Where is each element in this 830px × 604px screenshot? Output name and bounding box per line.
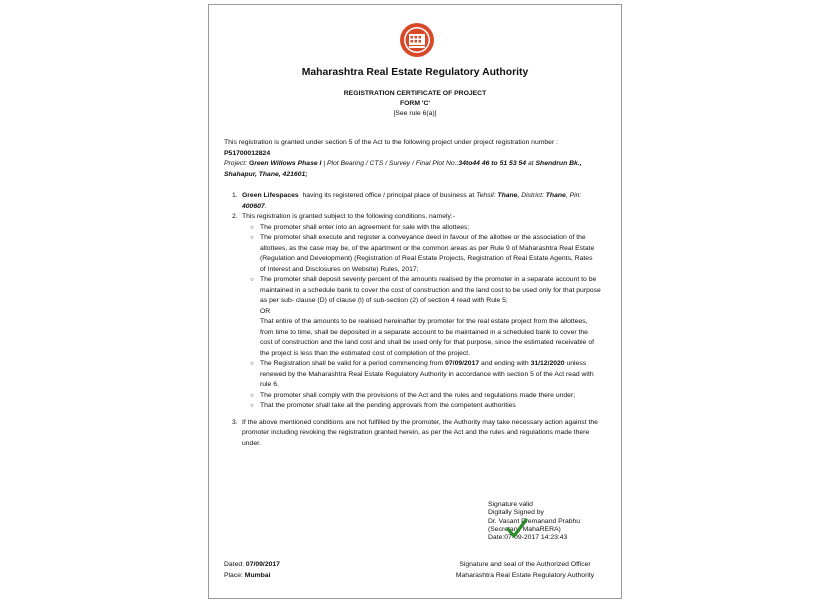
condition-1: [242, 223, 619, 234]
condition-text: the project is less than the estimated cost of completion of the project.: [260, 349, 471, 357]
condition-3: [242, 275, 619, 359]
validity-end: 31/12/2020: [530, 360, 565, 367]
condition-6: [242, 401, 619, 412]
condition-text: That the promoter shall take all the pending approvals from the competent authorities: [260, 402, 516, 409]
bullet-icon: ○: [250, 277, 254, 283]
condition-text: from time to time, shall be deposited in a separate account to be maintained in a scheduled bank to cover the: [260, 328, 588, 336]
pin-value: 400607: [242, 202, 265, 210]
authorized-officer-block: [445, 560, 605, 581]
certificate-page: [208, 4, 622, 599]
or-text: OR: [260, 307, 271, 315]
location-line2: Shahapur, Thane, 421601;: [224, 170, 308, 178]
validity-text: and ending with: [479, 360, 531, 367]
certificate-heading: REGISTRATION CERTIFICATE OF PROJECT: [343, 90, 487, 97]
validity-start: 07/09/2017: [445, 360, 480, 367]
signer-name: Dr. Vasant Premanand Prabhu: [488, 517, 581, 525]
validity-text: The Registration shall be valid for a period commencing from: [260, 360, 446, 367]
bullet-icon: ○: [250, 224, 254, 231]
item-number: 3.: [232, 418, 238, 426]
location-line1: Shendrun Bk.,: [535, 160, 582, 167]
place-label: Place:: [224, 571, 245, 579]
signature-status: Signature valid: [488, 501, 533, 508]
validity-text: unless: [564, 360, 587, 367]
item-3-text: If the above mentioned conditions are not fulfilled by the promoter, the Authority may take necessary action against the: [242, 418, 598, 426]
condition-text: maintained in a schedule bank to cover the cost of construction and the land cost to be used only for that purpose: [260, 286, 601, 294]
check-mark-icon: [506, 517, 528, 539]
promoter-name: Green Lifespaces: [242, 192, 299, 199]
signer-title: (Secretary, MahaRERA): [488, 525, 561, 533]
at-text: at: [526, 160, 536, 167]
signature-date: Date:07-09-2017 14:23:43: [488, 534, 568, 542]
bullet-icon: ○: [250, 361, 254, 367]
condition-text: The promoter shall deposit seventy percent of the amounts realised by the promoter in a separate account to be: [260, 276, 597, 283]
bullet-icon: ○: [250, 392, 254, 399]
condition-text: The promoter shall execute and register a conveyance deed in favour of the allottee or the association of the: [260, 234, 586, 241]
item-3: [224, 418, 619, 450]
authorized-officer-label: Signature and seal of the Authorized Officer: [459, 561, 591, 568]
district-label: , District:: [517, 192, 546, 199]
project-line: Project: Green Willows Phase I | Plot Bearing / CTS / Survey / Final Plot No.:34to44 46 to 51 53 54 at Shendrun Bk.,: [224, 160, 582, 167]
conditions-list: [224, 191, 619, 449]
form-label: FORM 'C': [399, 100, 431, 107]
intro-line: This registration is granted under section 5 of the Act to the following project under project registration number :: [224, 139, 558, 146]
authority-footer: Maharashtra Real Estate Regulatory Authority: [455, 571, 595, 579]
item-number: 1.: [232, 192, 238, 199]
item-2-text: This registration is granted subject to the following conditions, namely:-: [242, 213, 456, 220]
condition-text: renewed by the Maharashtra Real Estate Regulatory Authority in accordance with section 5 of the Act read with: [260, 370, 594, 378]
condition-text: The promoter shall comply with the provisions of the Act and the rules and regulations made there under;: [260, 391, 576, 399]
condition-5: [242, 391, 619, 402]
condition-text: as per sub- clause (D) of clause (l) of sub-section (2) of section 4 read with Rule 5;: [260, 297, 508, 304]
rule-reference: [See rule 6(a)]: [393, 110, 437, 117]
item-2: [224, 212, 619, 412]
item-number: 2.: [232, 213, 238, 220]
project-name: Green Willows Phase I: [248, 160, 322, 167]
authority-title: Maharashtra Real Estate Regulatory Authority: [301, 67, 529, 78]
condition-text: That entire of the amounts to be realised hereinafter by promoter for the real estate project from the allottees,: [260, 318, 588, 325]
signature-line: Digitally Signed by: [488, 509, 544, 517]
plot-number: 34to44 46 to 51 53 54: [458, 160, 527, 167]
condition-text: (Regulation and Development) (Registration of Real Estate Projects, Registration of Real Estate Agents, Rates: [260, 255, 593, 262]
tehsil-label: Tehsil:: [476, 192, 498, 199]
item-3-text: promoter including revoking the registration granted herein, as per the Act and the rules and regulations made there: [242, 429, 590, 436]
maharera-logo: [399, 22, 435, 58]
bullet-icon: ○: [250, 403, 254, 409]
sub-conditions: [242, 223, 619, 412]
place-value: Mumbai: [244, 571, 271, 579]
item-1: [224, 191, 619, 212]
condition-text: cost of construction and the land cost and shall be used only for that purpose, since the estimated receivable of: [260, 339, 595, 346]
condition-text: rule 6.: [260, 381, 279, 388]
condition-text: allottees, as the case may be, of the apartment or the common areas as per Rule 9 of Maharashtra Real Estate: [260, 244, 595, 252]
plot-label: Plot Bearing / CTS / Survey / Final Plot No.:: [326, 160, 459, 167]
condition-text: The promoter shall enter into an agreement for sale with the allottees;: [260, 223, 470, 231]
office-text: having its registered office / principal place of business at: [298, 192, 477, 199]
item-3-text: under.: [242, 439, 261, 447]
intro-paragraph: [224, 138, 619, 180]
registration-number: P51700012824: [224, 149, 271, 157]
dated-value: 07/09/2017: [245, 561, 280, 568]
pin-label: , Pin:: [565, 192, 582, 199]
condition-2: [242, 233, 619, 275]
condition-text: of Interest and Disclosures on Website) Rules, 2017;: [260, 265, 419, 273]
dated-block: [224, 560, 280, 581]
bullet-icon: ○: [250, 235, 254, 241]
district-value: Thane: [545, 192, 566, 199]
period: .: [264, 202, 267, 210]
dated-label: Dated:: [224, 561, 246, 568]
condition-4: [242, 359, 619, 391]
project-location-line: [224, 170, 619, 181]
tehsil-value: Thane: [497, 192, 518, 199]
project-prefix: Project:: [224, 160, 249, 167]
